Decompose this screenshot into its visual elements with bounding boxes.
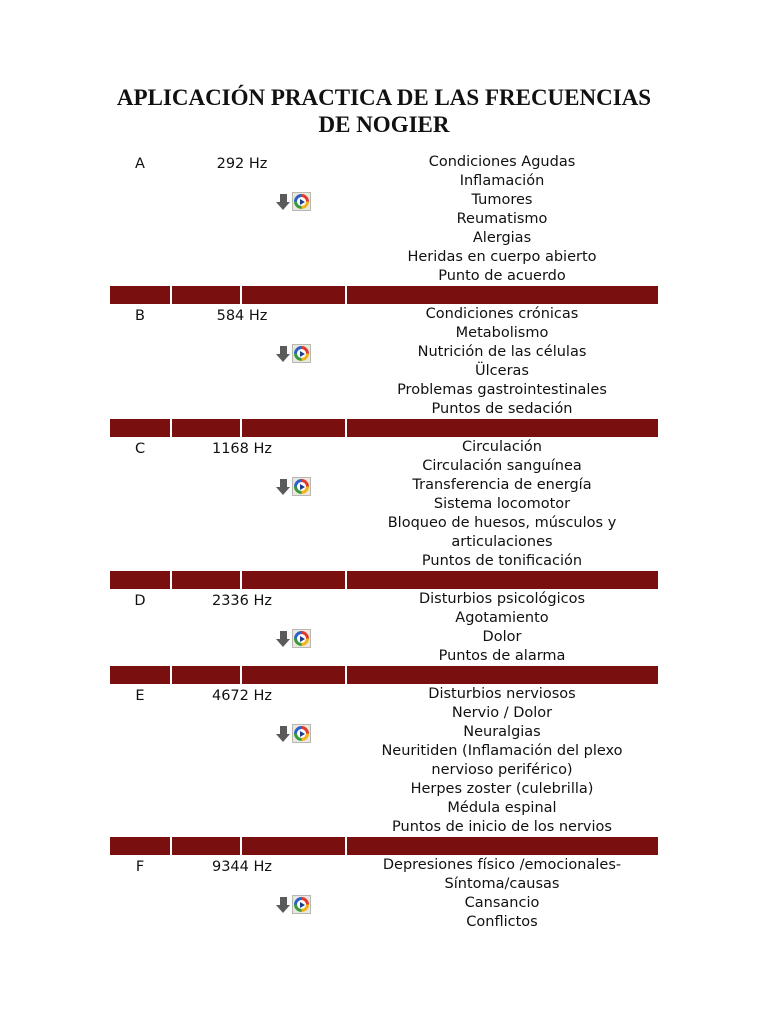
media-player-icon[interactable] xyxy=(292,724,311,743)
row-separator xyxy=(110,419,658,437)
indication-item: Puntos de inicio de los nervios xyxy=(392,819,612,835)
frequency-letter: E xyxy=(135,688,145,704)
title-line-2: DE NOGIER xyxy=(318,112,450,137)
download-icon[interactable] xyxy=(276,630,291,647)
frequency-letter: C xyxy=(134,441,146,457)
row-separator xyxy=(110,571,658,589)
frequency-row xyxy=(110,152,658,286)
indication-item: Alergias xyxy=(472,230,532,246)
download-icon[interactable] xyxy=(276,478,291,495)
indication-item: articulaciones xyxy=(451,534,553,550)
audio-controls xyxy=(276,724,311,743)
frequency-table xyxy=(110,152,658,932)
frequency-letter: D xyxy=(134,593,146,609)
media-player-icon[interactable] xyxy=(292,477,311,496)
indications-list xyxy=(346,684,658,837)
indication-item: Nutrición de las células xyxy=(417,344,587,360)
media-player-icon[interactable] xyxy=(292,344,311,363)
indication-item: Médula espinal xyxy=(447,800,557,816)
indications-list xyxy=(346,437,658,571)
indications-list xyxy=(346,855,658,932)
title-line-1: APLICACIÓN PRACTICA DE LAS FRECUENCIAS xyxy=(116,85,652,110)
download-icon[interactable] xyxy=(276,193,291,210)
indication-item: Depresiones físico /emocionales- xyxy=(382,857,622,873)
indication-item: Puntos de alarma xyxy=(438,648,566,664)
indication-item: Heridas en cuerpo abierto xyxy=(407,249,597,265)
indication-item: Reumatismo xyxy=(456,211,548,227)
frequency-row xyxy=(110,684,658,837)
indication-item: Conflictos xyxy=(466,914,538,930)
indication-item: Disturbios psicológicos xyxy=(418,591,585,607)
audio-controls xyxy=(276,344,311,363)
indications-list xyxy=(346,589,658,666)
audio-controls xyxy=(276,895,311,914)
audio-controls xyxy=(276,192,311,211)
download-icon[interactable] xyxy=(276,896,291,913)
indication-item: Dolor xyxy=(482,629,522,645)
indication-item: Condiciones Agudas xyxy=(428,154,576,170)
row-separator xyxy=(110,286,658,304)
media-player-icon[interactable] xyxy=(292,192,311,211)
frequency-value: 1168 Hz xyxy=(211,441,273,457)
indication-item: Puntos de tonificación xyxy=(421,553,583,569)
indication-item: Herpes zoster (culebrilla) xyxy=(410,781,594,797)
row-separator xyxy=(110,666,658,684)
frequency-value: 584 Hz xyxy=(216,308,268,324)
frequency-value: 292 Hz xyxy=(216,156,268,172)
indication-item: Metabolismo xyxy=(455,325,549,341)
indication-item: nervioso periférico) xyxy=(431,762,573,778)
frequency-row xyxy=(110,437,658,571)
indication-item: Neuritiden (Inflamación del plexo xyxy=(381,743,623,759)
indication-item: Ülceras xyxy=(475,363,529,379)
indication-item: Neuralgias xyxy=(463,724,541,740)
indication-item: Tumores xyxy=(471,192,533,208)
frequency-letter: A xyxy=(135,156,145,172)
indication-item: Circulación sanguínea xyxy=(422,458,582,474)
frequency-letter: F xyxy=(135,859,145,875)
indication-item: Nervio / Dolor xyxy=(451,705,553,721)
indication-item: Disturbios nerviosos xyxy=(428,686,576,702)
indication-item: Problemas gastrointestinales xyxy=(397,382,607,398)
page-title xyxy=(0,84,768,138)
media-player-icon[interactable] xyxy=(292,629,311,648)
frequency-value: 9344 Hz xyxy=(211,859,273,875)
audio-controls xyxy=(276,477,311,496)
indication-item: Punto de acuerdo xyxy=(438,268,566,284)
download-icon[interactable] xyxy=(276,345,291,362)
frequency-value: 2336 Hz xyxy=(211,593,273,609)
audio-controls xyxy=(276,629,311,648)
media-player-icon[interactable] xyxy=(292,895,311,914)
frequency-row xyxy=(110,855,658,932)
indication-item: Agotamiento xyxy=(455,610,549,626)
frequency-letter: B xyxy=(135,308,145,324)
indication-item: Circulación xyxy=(462,439,542,455)
row-separator xyxy=(110,837,658,855)
indication-item: Transferencia de energía xyxy=(412,477,592,493)
frequency-row xyxy=(110,304,658,419)
indications-list xyxy=(346,304,658,419)
indications-list xyxy=(346,152,658,286)
frequency-row xyxy=(110,589,658,666)
frequency-value: 4672 Hz xyxy=(211,688,273,704)
indication-item: Sistema locomotor xyxy=(433,496,571,512)
indication-item: Condiciones crónicas xyxy=(425,306,579,322)
indication-item: Bloqueo de huesos, músculos y xyxy=(387,515,617,531)
indication-item: Cansancio xyxy=(464,895,540,911)
indication-item: Síntoma/causas xyxy=(444,876,560,892)
indication-item: Puntos de sedación xyxy=(431,401,573,417)
download-icon[interactable] xyxy=(276,725,291,742)
indication-item: Inflamación xyxy=(459,173,545,189)
